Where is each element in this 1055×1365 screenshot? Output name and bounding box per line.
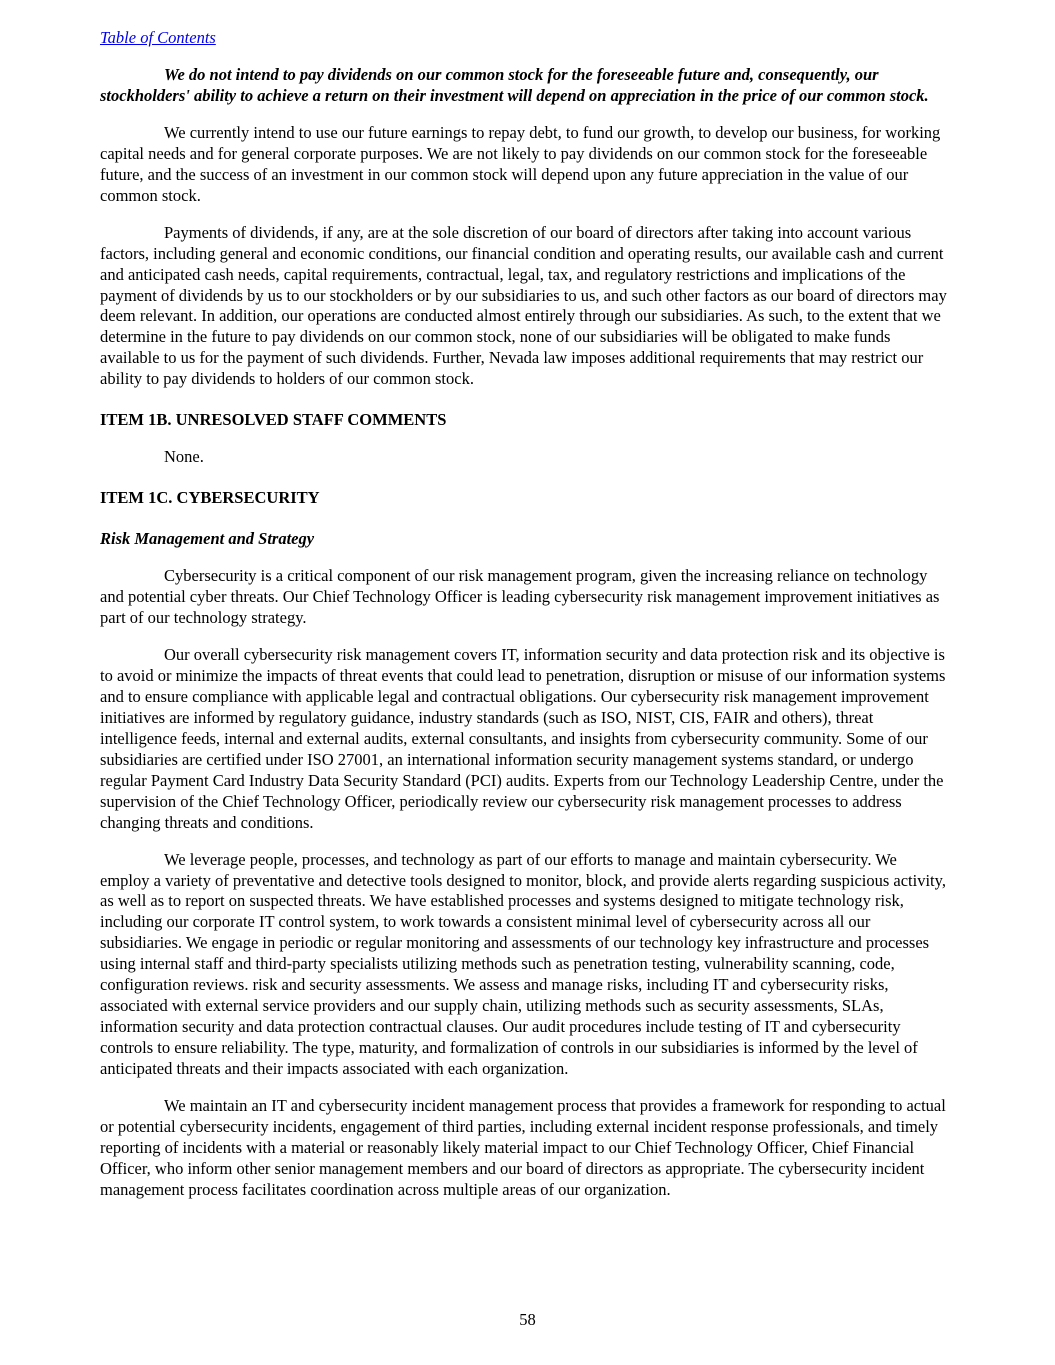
item-1b-body: None. bbox=[164, 447, 204, 467]
cybersecurity-paragraph-4: We maintain an IT and cybersecurity incident management process that provides a framework for responding to actual or potential cybersecurity incidents, engagement of third parties, including external incident response professionals, and timely reporting of incidents with a material or reasonably likely material impact to our Chief Technology Officer, Chief Financial Officer, who inform other senior management members and our board of directors as appropriate. The cybersecurity incident management process facilitates coordination across multiple areas of our organization. bbox=[100, 1096, 946, 1199]
cybersecurity-paragraph-2: Our overall cybersecurity risk management covers IT, information security and data protection risk and its objective is to avoid or minimize the impacts of threat events that could lead to penetration, disruption or misuse of our information systems and to ensure compliance with applicable legal and contractual obligations. Our cybersecurity risk management improvement initiatives are informed by regulatory guidance, industry standards (such as ISO, NIST, CIS, FAIR and others), threat intelligence feeds, internal and external audits, external consultants, and insights from cybersecurity community. Some of our subsidiaries are certified under ISO 27001, an international information security management systems standard, or undergo regular Payment Card Industry Data Security Standard (PCI) audits. Experts from our Technology Leadership Centre, under the supervision of the Chief Technology Officer, periodically review our cybersecurity risk management processes to address changing threats and conditions. bbox=[100, 644, 946, 832]
risk-management-strategy-subheading: Risk Management and Strategy bbox=[100, 529, 315, 549]
item-1c-heading: ITEM 1C. CYBERSECURITY bbox=[100, 488, 320, 508]
cybersecurity-paragraph-3: We leverage people, processes, and technology as part of our efforts to manage and maintain cybersecurity. We employ a variety of preventative and detective tools designed to monitor, block, and provide alerts regarding suspicious activity, as well as to report on suspected threats. We have established processes and systems designed to mitigate technology risk, including our corporate IT control system, to work towards a consistent minimal level of cybersecurity across all our subsidiaries. We engage in periodic or regular monitoring and assessments of our technology key infrastructure and processes using internal staff and third-party specialists utilizing methods such as penetration testing, vulnerability scanning, code, configuration reviews. risk and security assessments. We assess and manage risks, including IT and cybersecurity risks, associated with external service providers and our supply chain, utilizing methods such as security assessments, SLAs, information security and data protection contractual clauses. Our audit procedures include testing of IT and cybersecurity controls to ensure reliability. The type, maturity, and formalization of controls in our subsidiaries is informed by the level of anticipated threats and their impacts associated with each organization. bbox=[100, 849, 946, 1079]
table-of-contents-link[interactable]: Table of Contents bbox=[100, 28, 216, 47]
dividends-paragraph-1: We currently intend to use our future earnings to repay debt, to fund our growth, to develop our business, for working capital needs and for general corporate purposes. We are not likely to pay dividends on our common stock for the foreseeable future, and the success of an investment in our common stock will depend upon any future appreciation in the value of our common stock. bbox=[100, 122, 941, 205]
dividends-paragraph-2: Payments of dividends, if any, are at the sole discretion of our board of directors after taking into account various factors, including general and economic conditions, our financial condition and operating results, our available cash and current and anticipated cash needs, capital requirements, contractual, legal, tax, and regulatory restrictions and implications of the payment of dividends by us to our stockholders or by our subsidiaries to us, and such other factors as our board of directors may deem relevant. In addition, our operations are conducted almost entirely through our subsidiaries. As such, to the extent that we determine in the future to pay dividends on our common stock, none of our subsidiaries will be obligated to make funds available to us for the payment of such dividends. Further, Nevada law imposes additional requirements that may restrict our ability to pay dividends to holders of our common stock. bbox=[100, 222, 947, 389]
dividends-emphasis-paragraph: We do not intend to pay dividends on our common stock for the foreseeable future and, consequently, our stockholders' ability to achieve a return on their investment will depend on appreciation in the price of our common stock. bbox=[100, 64, 929, 105]
page-number: 58 bbox=[519, 1310, 536, 1329]
item-1b-heading: ITEM 1B. UNRESOLVED STAFF COMMENTS bbox=[100, 410, 447, 430]
cybersecurity-paragraph-1: Cybersecurity is a critical component of our risk management program, given the increasing reliance on technology and potential cyber threats. Our Chief Technology Officer is leading cybersecurity risk management improvement initiatives as part of our technology strategy. bbox=[100, 566, 940, 628]
